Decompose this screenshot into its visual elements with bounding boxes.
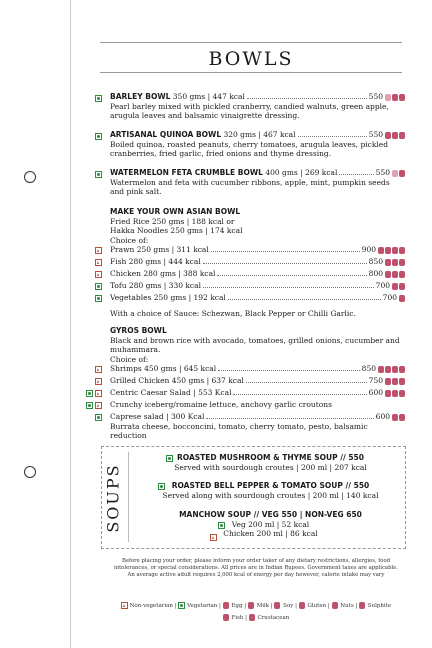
option-row [110,293,406,303]
crustacean-icon [249,614,255,621]
option-price: 700 [382,293,397,302]
sulphite-icon [359,602,365,609]
base-option-noodles: Hakka Noodles 250 gms | 174 kcal [110,226,243,235]
option-row-caprese [110,412,406,441]
allergen-icons [385,92,406,102]
legend-fish: Fish [231,615,244,621]
option-price: 900 [361,245,376,254]
choice-label: Choice of: [110,235,149,245]
sauce-note: With a choice of Sauce: Schezwan, Black Pepper or Chilli Garlic. [110,309,356,318]
dietary-footnote: Before placing your order, please inform your order taker of any dietary restrictions, allergies, food intolerances, or special considerations. All prices are in Indian Rupees. Government taxes are applicable. An average active adult requires 2,000 kcal of energy per day however, calorie intake may vary [114,558,398,578]
milk-icon [248,602,254,609]
base-option-rice: Fried Rice 250 gms | 188 kcal or [110,216,235,226]
legend-egg: Egg [231,603,243,609]
option-row [110,281,406,291]
legend-nonveg: Non-vegetarian [129,603,173,609]
veg-mark [95,295,102,302]
soup-title: ROASTED BELL PEPPER & TOMATO SOUP // 550 [171,481,370,490]
legend: Non-vegetarian | Vegetarian | Egg | Milk | Soy | Gluten | Nuts | Sulphite Fish | Crustacean [100,600,412,624]
veg-mark [95,414,102,421]
option-label: Prawn 250 gms | 311 kcal [110,245,209,254]
nonveg-mark [95,271,102,278]
page-title: BOWLS [208,48,294,70]
option-row [110,376,406,386]
item-description: Boiled quinoa, roasted peanuts, cherry tomatoes, arugula leaves, pickled cranberries, fried garlic, fried onions and thyme dressing. [110,139,389,158]
item-price: 550 [368,130,383,139]
caesar-description: Crunchy iceberg/romaine lettuce, anchovy garlic croutons [110,400,332,409]
nonveg-mark [95,366,102,373]
legend-sulphite: Sulphite [367,603,392,609]
allergen-icons [392,168,406,178]
item-name: BARLEY BOWL [110,92,171,101]
item-kcal: 350 gms | 447 kcal [172,92,245,101]
legend-soy: Soy [283,603,294,609]
egg-icon [223,602,229,609]
option-label: Shrimps 450 gms | 645 kcal [110,364,217,373]
item-kcal: 320 gms | 467 kcal [223,130,296,139]
option-row [110,257,406,267]
soup-option-chicken: Chicken 200 ml | 86 kcal [223,529,318,538]
caprese-description: Burrata cheese, bocconcini, tomato, cherry tomato, pesto, balsamic reduction [110,421,368,440]
legend-milk: Milk [256,603,270,609]
option-price: 700 [375,281,390,290]
option-label: Fish 280 gms | 444 kcal [110,257,201,266]
nonveg-mark [95,390,102,397]
soups-label [100,450,126,546]
legend-veg: Vegetarian [187,603,218,609]
veg-mark [218,522,225,529]
option-price: 850 [361,364,376,373]
option-price: 800 [368,269,383,278]
option-price: 850 [368,257,383,266]
soups-heading: SOUPS [103,463,123,533]
title-rule-top [100,42,402,43]
menu-item-asian-bowl [110,207,406,245]
soy-icon [274,602,280,609]
veg-mark [95,283,102,290]
menu-item-barley [110,92,406,121]
option-row [110,245,406,255]
soup-manchow [135,510,406,539]
option-row [110,364,406,374]
legend-gluten: Gluten [307,603,327,609]
nonveg-mark [95,402,102,409]
option-price: 600 [375,412,390,421]
option-label: Caprese salad | 300 Kcal [110,412,205,421]
choice-label: Choice of: [110,354,149,364]
legend-nuts: Nuts [340,603,354,609]
soup-description: Served along with sourdough croutes | 200 ml | 140 kcal [162,490,379,500]
nonveg-legend-icon [121,602,128,609]
binding-line [70,0,71,648]
option-label: Vegetables 250 gms | 192 kcal [110,293,226,302]
binder-hole-bottom [24,466,36,478]
item-price: 550 [375,168,390,177]
fish-icon [223,614,229,621]
option-label: Centric Caesar Salad | 553 Kcal [110,388,232,397]
nonveg-mark [95,247,102,254]
soup-description: Served with sourdough croutes | 200 ml | 207 kcal [174,462,367,472]
soup-mushroom [135,453,406,472]
option-row [110,388,406,398]
option-label: Tofu 280 gms | 330 kcal [110,281,201,290]
veg-mark [95,95,102,102]
veg-mark [86,402,93,409]
soups-divider [128,452,129,542]
soup-title: ROASTED MUSHROOM & THYME SOUP // 550 [177,453,364,462]
binder-hole-top [24,171,36,183]
item-description: Black and brown rice with avocado, tomatoes, grilled onions, cucumber and muhammara. [110,335,400,354]
item-description: Pearl barley mixed with pickled cranberry, candied walnuts, green apple, arugula leaves and balsamic vinaigrette dressing. [110,101,389,120]
veg-legend-icon [178,602,185,609]
nonveg-mark [95,259,102,266]
item-name: MAKE YOUR OWN ASIAN BOWL [110,207,241,216]
item-name: ARTISANAL QUINOA BOWL [110,130,222,139]
soup-pepper [135,481,406,500]
soup-title: MANCHOW SOUP // VEG 550 | NON-VEG 650 [179,510,362,519]
option-label: Grilled Chicken 450 gms | 637 kcal [110,376,244,385]
veg-mark [95,171,102,178]
nuts-icon [332,602,338,609]
allergen-icons [385,130,406,140]
menu-item-quinoa [110,130,406,159]
item-kcal: 400 gms | 269 kcal [265,168,338,177]
menu-item-watermelon [110,168,406,197]
veg-mark [95,133,102,140]
soup-option-veg: Veg 200 ml | 52 kcal [231,519,310,529]
option-price: 600 [368,388,383,397]
item-description: Watermelon and feta with cucumber ribbons, apple, mint, pumpkin seeds and pink salt. [110,177,390,196]
legend-crustacean: Crustacean [257,615,290,621]
item-name: GYROS BOWL [110,326,167,335]
veg-mark [86,390,93,397]
option-label: Chicken 280 gms | 388 kcal [110,269,216,278]
gluten-icon [299,602,305,609]
title-rule-bottom [100,72,402,73]
option-price: 750 [368,376,383,385]
item-price: 550 [368,92,383,101]
item-name: WATERMELON FETA CRUMBLE BOWL [110,168,263,177]
nonveg-mark [210,534,217,541]
option-row [110,269,406,279]
menu-item-gyros-bowl [110,326,406,364]
nonveg-mark [95,378,102,385]
